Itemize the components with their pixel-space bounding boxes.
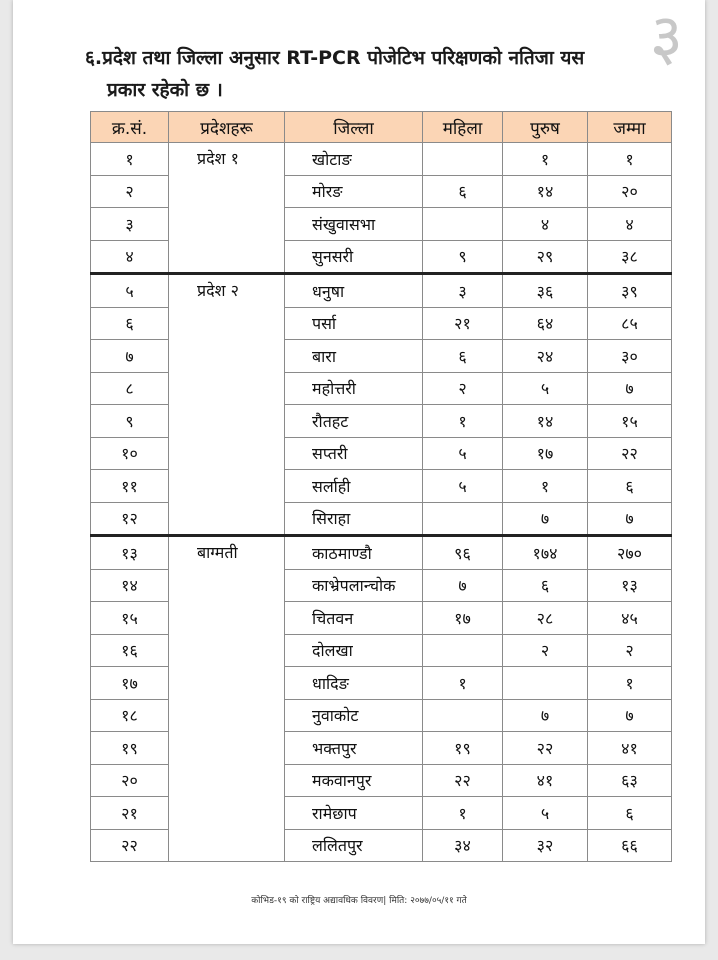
- female-cell: २२: [423, 764, 503, 797]
- total-cell: १: [588, 667, 672, 700]
- district-cell: ललितपुर: [285, 829, 423, 862]
- column-header: क्र.सं.: [91, 112, 169, 143]
- district-cell: भक्तपुर: [285, 732, 423, 765]
- total-cell: १३: [588, 569, 672, 602]
- district-cell: सिराहा: [285, 502, 423, 536]
- male-cell: २: [503, 634, 588, 667]
- district-cell: सर्लाही: [285, 470, 423, 503]
- female-cell: १७: [423, 602, 503, 635]
- male-cell: ४१: [503, 764, 588, 797]
- female-cell: [423, 208, 503, 241]
- district-cell: सुनसरी: [285, 240, 423, 274]
- district-cell: बारा: [285, 340, 423, 373]
- male-cell: ७: [503, 502, 588, 536]
- serial-cell: १: [91, 143, 169, 176]
- serial-cell: १९: [91, 732, 169, 765]
- column-header: प्रदेशहरू: [169, 112, 285, 143]
- female-cell: ५: [423, 470, 503, 503]
- serial-cell: ४: [91, 240, 169, 274]
- document-page: [13, 0, 705, 944]
- female-cell: १९: [423, 732, 503, 765]
- table-body: [91, 143, 672, 862]
- serial-cell: ६: [91, 307, 169, 340]
- district-cell: काभ्रेपलान्चोक: [285, 569, 423, 602]
- table-row: [91, 143, 672, 176]
- total-cell: ६: [588, 470, 672, 503]
- female-cell: २१: [423, 307, 503, 340]
- male-cell: २८: [503, 602, 588, 635]
- female-cell: [423, 143, 503, 176]
- serial-cell: १३: [91, 536, 169, 570]
- male-cell: १: [503, 143, 588, 176]
- district-cell: पर्सा: [285, 307, 423, 340]
- total-cell: ३९: [588, 274, 672, 308]
- serial-cell: २०: [91, 764, 169, 797]
- table-header-row: [91, 112, 672, 143]
- column-header: महिला: [423, 112, 503, 143]
- female-cell: [423, 699, 503, 732]
- male-cell: ५: [503, 797, 588, 830]
- male-cell: ३६: [503, 274, 588, 308]
- serial-cell: १२: [91, 502, 169, 536]
- female-cell: [423, 502, 503, 536]
- male-cell: ५: [503, 372, 588, 405]
- total-cell: ७: [588, 699, 672, 732]
- serial-cell: १५: [91, 602, 169, 635]
- district-cell: नुवाकोट: [285, 699, 423, 732]
- province-cell: बाग्मती: [169, 536, 285, 862]
- province-cell: प्रदेश २: [169, 274, 285, 536]
- female-cell: ९६: [423, 536, 503, 570]
- female-cell: ६: [423, 340, 503, 373]
- male-cell: २९: [503, 240, 588, 274]
- total-cell: ६: [588, 797, 672, 830]
- district-cell: रामेछाप: [285, 797, 423, 830]
- total-cell: ६३: [588, 764, 672, 797]
- male-cell: ६: [503, 569, 588, 602]
- table-row: [91, 274, 672, 308]
- district-cell: सप्तरी: [285, 437, 423, 470]
- district-cell: मोरङ: [285, 175, 423, 208]
- female-cell: ९: [423, 240, 503, 274]
- male-cell: ३२: [503, 829, 588, 862]
- total-cell: ३८: [588, 240, 672, 274]
- total-cell: १५: [588, 405, 672, 438]
- serial-cell: ७: [91, 340, 169, 373]
- total-cell: ७: [588, 372, 672, 405]
- table-row: [91, 536, 672, 570]
- heading-line-2: प्रकार रहेको छ ।: [107, 79, 223, 101]
- total-cell: ४: [588, 208, 672, 241]
- serial-cell: ११: [91, 470, 169, 503]
- table-header: [91, 112, 672, 143]
- female-cell: ३४: [423, 829, 503, 862]
- female-cell: १: [423, 797, 503, 830]
- district-cell: काठमाण्डौ: [285, 536, 423, 570]
- female-cell: [423, 634, 503, 667]
- total-cell: ६६: [588, 829, 672, 862]
- total-cell: ४१: [588, 732, 672, 765]
- serial-cell: ९: [91, 405, 169, 438]
- district-cell: धादिङ: [285, 667, 423, 700]
- column-header: जम्मा: [588, 112, 672, 143]
- total-cell: ४५: [588, 602, 672, 635]
- district-cell: खोटाङ: [285, 143, 423, 176]
- serial-cell: १७: [91, 667, 169, 700]
- total-cell: ३०: [588, 340, 672, 373]
- serial-cell: ८: [91, 372, 169, 405]
- serial-cell: ५: [91, 274, 169, 308]
- male-cell: १: [503, 470, 588, 503]
- female-cell: १: [423, 667, 503, 700]
- male-cell: १४: [503, 405, 588, 438]
- male-cell: १७: [503, 437, 588, 470]
- district-cell: दोलखा: [285, 634, 423, 667]
- district-cell: महोत्तरी: [285, 372, 423, 405]
- male-cell: १४: [503, 175, 588, 208]
- female-cell: ६: [423, 175, 503, 208]
- page-number: ३: [649, 1, 683, 75]
- total-cell: २२: [588, 437, 672, 470]
- serial-cell: २१: [91, 797, 169, 830]
- section-heading: [85, 42, 645, 106]
- male-cell: [503, 667, 588, 700]
- total-cell: १: [588, 143, 672, 176]
- column-header: जिल्ला: [285, 112, 423, 143]
- heading-line-1: ६.प्रदेश तथा जिल्ला अनुसार RT-PCR पोजेटिभ परिक्षणको नतिजा यस: [85, 47, 585, 69]
- female-cell: ७: [423, 569, 503, 602]
- serial-cell: १४: [91, 569, 169, 602]
- page-footer: कोभिड-१९ को राष्ट्रिय अद्यावधिक विवरण| मिति: २०७७/०५/११ गते: [251, 896, 467, 906]
- male-cell: २४: [503, 340, 588, 373]
- female-cell: ३: [423, 274, 503, 308]
- female-cell: ५: [423, 437, 503, 470]
- serial-cell: ३: [91, 208, 169, 241]
- female-cell: १: [423, 405, 503, 438]
- female-cell: २: [423, 372, 503, 405]
- male-cell: ४: [503, 208, 588, 241]
- total-cell: ७: [588, 502, 672, 536]
- serial-cell: १८: [91, 699, 169, 732]
- male-cell: ६४: [503, 307, 588, 340]
- serial-cell: २२: [91, 829, 169, 862]
- male-cell: २२: [503, 732, 588, 765]
- total-cell: २७०: [588, 536, 672, 570]
- province-cell: प्रदेश १: [169, 143, 285, 274]
- district-cell: चितवन: [285, 602, 423, 635]
- total-cell: २: [588, 634, 672, 667]
- male-cell: ७: [503, 699, 588, 732]
- total-cell: २०: [588, 175, 672, 208]
- male-cell: १७४: [503, 536, 588, 570]
- district-cell: रौतहट: [285, 405, 423, 438]
- district-cell: संखुवासभा: [285, 208, 423, 241]
- serial-cell: १६: [91, 634, 169, 667]
- serial-cell: २: [91, 175, 169, 208]
- results-table: [90, 111, 672, 862]
- district-cell: धनुषा: [285, 274, 423, 308]
- district-cell: मकवानपुर: [285, 764, 423, 797]
- serial-cell: १०: [91, 437, 169, 470]
- total-cell: ८५: [588, 307, 672, 340]
- column-header: पुरुष: [503, 112, 588, 143]
